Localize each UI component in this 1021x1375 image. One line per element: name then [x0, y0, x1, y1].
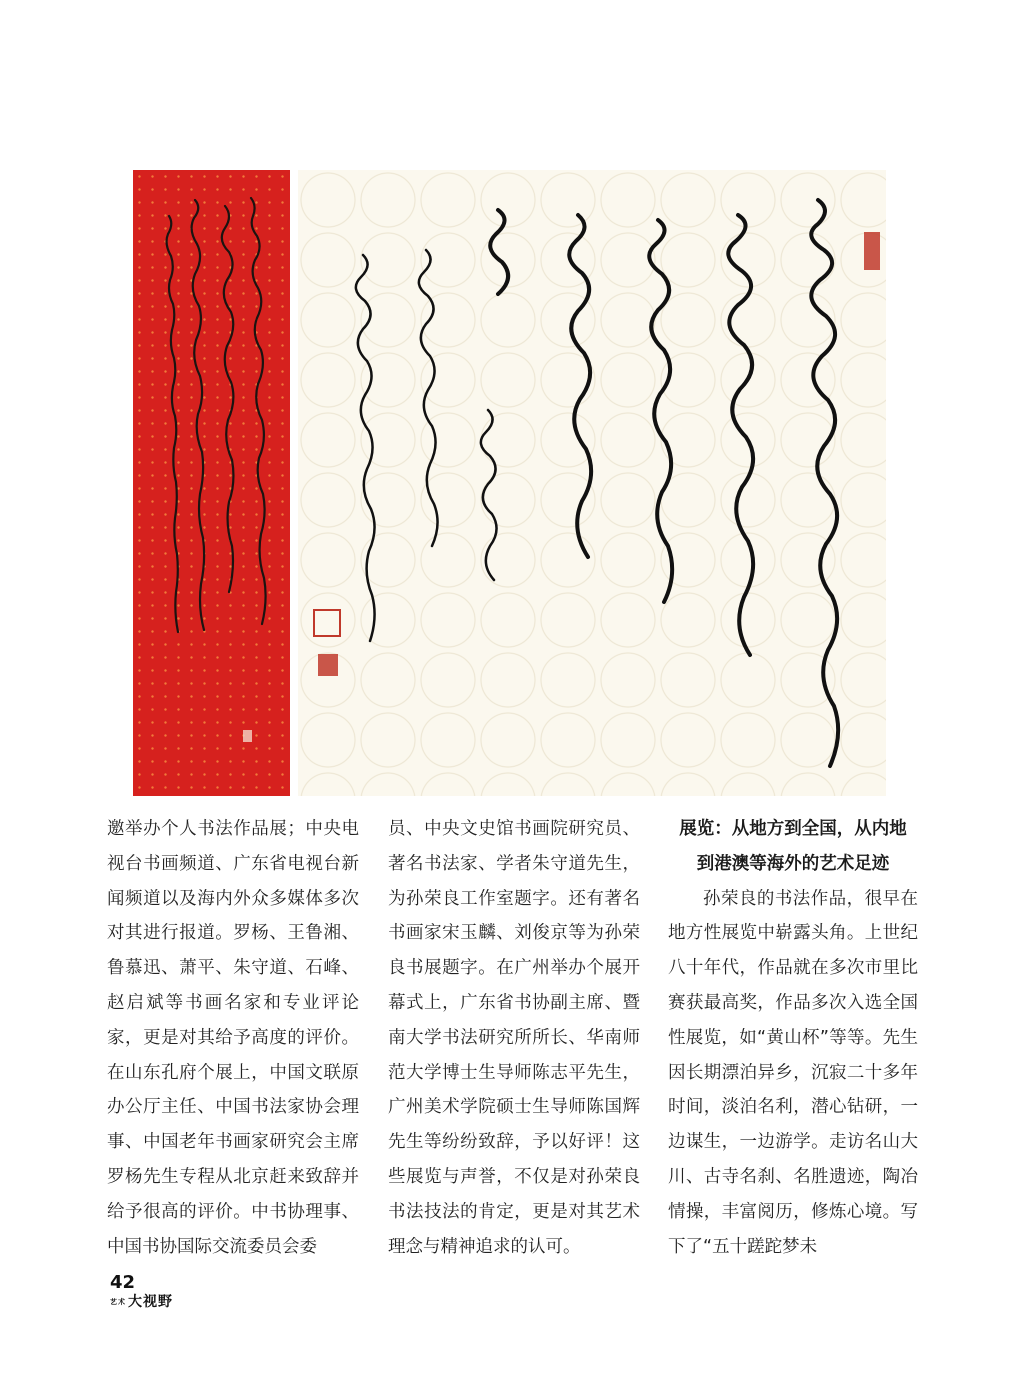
red-calligraphy-artwork [133, 170, 290, 796]
article-column-2 [388, 812, 640, 1264]
section-heading-line2: 到港澳等海外的艺术足迹 [696, 853, 890, 874]
article-column-3 [668, 812, 918, 1264]
cream-calligraphy-strokes [298, 170, 886, 796]
seal-mark [243, 730, 252, 742]
section-heading-line1: 展览：从地方到全国，从内地 [679, 819, 907, 839]
column2-text: 员、中央文史馆书画院研究员、著名书法家、学者朱守道先生，为孙荣良工作室题字。还有著名书画家宋玉麟、刘俊京等为孙荣良书展题字。在广州举办个展开幕式上，广东省书协副主席、暨南大学书法研究所所长、华南师范大学博士生导师陈志平先生，广州美术学院硕士生导师陈国辉先生等纷纷致辞，予以好评！这些展览与声誉，不仅是对孙荣良书法技法的肯定，更是对其艺术理念与精神追求的认可。 [388, 819, 640, 1257]
column1-text: 邀举办个人书法作品展；中央电视台书画频道、广东省电视台新闻频道以及海内外众多媒体多次对其进行报道。罗杨、王鲁湘、鲁慕迅、萧平、朱守道、石峰、赵启斌等书画名家和专业评论家，更是对其给予高度的评价。在山东孔府个展上，中国文联原办公厅主任、中国书法家协会理事、中国老年书画家研究会主席罗杨先生专程从北京赶来致辞并给予很高的评价。中书协理事、中国书协国际交流委员会委 [107, 819, 359, 1257]
masthead-logo [110, 1291, 173, 1311]
seal-bottom-left-2 [318, 654, 338, 676]
column3-text: 孙荣良的书法作品，很早在地方性展览中崭露头角。上世纪八十年代，作品就在多次市里比赛获最高奖，作品多次入选全国性展览，如“黄山杯”等等。先生因长期漂泊异乡，沉寂二十多年时间，淡泊名利，潜心钻研，一边谋生，一边游学。走访名山大川、古寺名刹、名胜遗迹，陶冶情操，丰富阅历，修炼心境。写下了“五十蹉跎梦未 [668, 888, 918, 1257]
masthead-title: 大视野 [128, 1294, 173, 1310]
article-column-1 [107, 812, 359, 1264]
seal-top-right [864, 232, 880, 270]
masthead-small-text: 艺术 [110, 1298, 126, 1306]
red-calligraphy-strokes [133, 170, 290, 796]
cream-calligraphy-artwork [298, 170, 886, 796]
page-number: 42 [110, 1272, 136, 1293]
seal-bottom-left-1 [314, 610, 340, 636]
